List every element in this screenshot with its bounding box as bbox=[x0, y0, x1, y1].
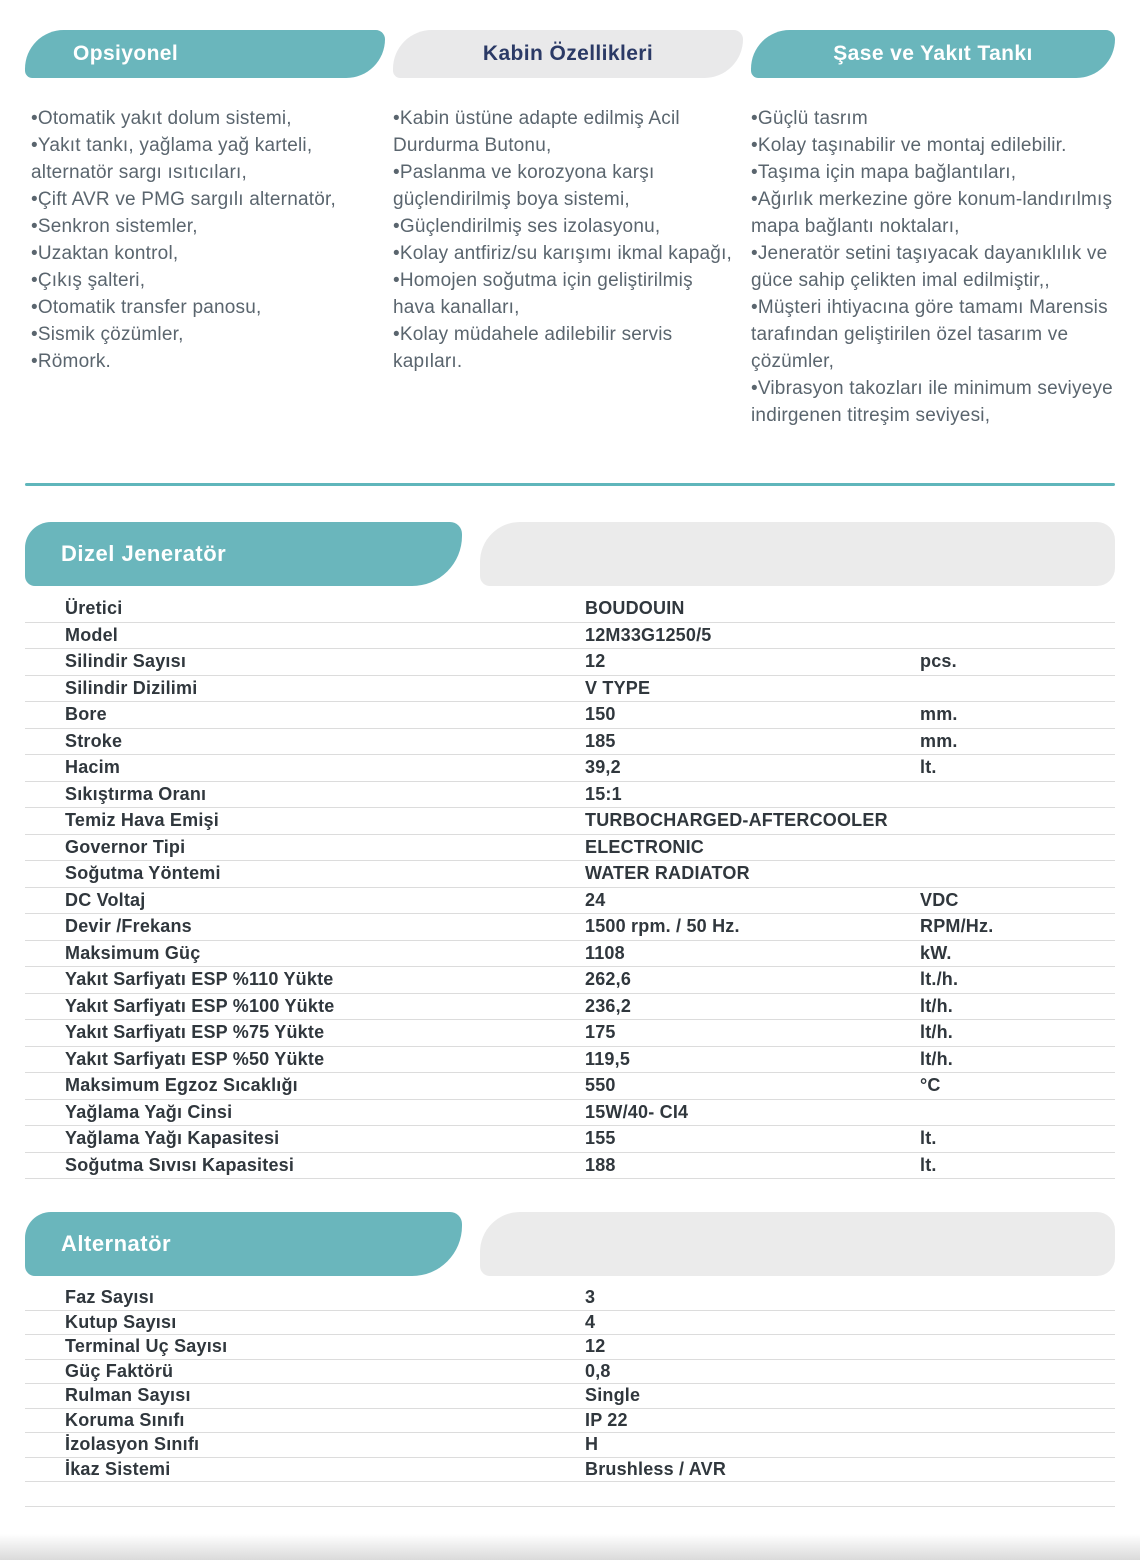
spec-label: Maksimum Güç bbox=[65, 942, 201, 963]
spec-label: Faz Sayısı bbox=[65, 1287, 155, 1308]
spec-label: Model bbox=[65, 624, 118, 645]
bullet-item: •Çıkış şalteri, bbox=[31, 270, 146, 291]
section-pill-title: Kabin Özellikleri bbox=[482, 42, 654, 65]
spec-unit: kW. bbox=[920, 942, 952, 963]
spec-value: ELECTRONIC bbox=[585, 836, 704, 857]
section-pill-title: Şase ve Yakıt Tankı bbox=[833, 42, 1033, 65]
spec-label: Devir /Frekans bbox=[65, 916, 192, 937]
spec-row bbox=[25, 941, 1115, 968]
spec-value: 24 bbox=[585, 889, 606, 910]
spec-row bbox=[25, 702, 1115, 729]
spec-row bbox=[25, 1286, 1115, 1311]
header-filler-bar bbox=[480, 1212, 1115, 1276]
bullet-item: •Kabin üstüne adapte edilmiş Acil Durdurma Butonu, bbox=[393, 108, 686, 156]
spec-unit: °C bbox=[920, 1075, 941, 1096]
bullet-item: •Ağırlık merkezine göre konum-landırılmış mapa bağlantı noktaları, bbox=[751, 189, 1118, 237]
spec-label: Rulman Sayısı bbox=[65, 1385, 191, 1406]
spec-value: BOUDOUIN bbox=[585, 598, 685, 619]
spec-unit: VDC bbox=[920, 889, 959, 910]
spec-value: 39,2 bbox=[585, 757, 621, 778]
spec-value: 1108 bbox=[585, 942, 625, 963]
spec-row bbox=[25, 1433, 1115, 1458]
bullet-item: •Müşteri ihtiyacına göre tamamı Marensis tarafından geliştirilen özel tasarım ve çözümler, bbox=[751, 297, 1114, 372]
bullet-item: •Kolay müdahele adilebilir servis kapıları. bbox=[393, 324, 678, 372]
spec-row bbox=[25, 1073, 1115, 1100]
spec-row bbox=[25, 596, 1115, 623]
spec-row bbox=[25, 676, 1115, 703]
spec-unit: mm. bbox=[920, 704, 958, 725]
spec-row bbox=[25, 1020, 1115, 1047]
spec-label: Yakıt Sarfiyatı ESP %110 Yükte bbox=[65, 969, 334, 990]
spec-unit: lt/h. bbox=[920, 1022, 953, 1043]
spec-row bbox=[25, 808, 1115, 835]
spec-label: Yağlama Yağı Kapasitesi bbox=[65, 1128, 280, 1149]
bullet-item: •Sismik çözümler, bbox=[31, 324, 184, 345]
page-root bbox=[0, 30, 1140, 1507]
spec-unit: pcs. bbox=[920, 651, 957, 672]
feature-list-kabin-ozellikleri bbox=[393, 105, 743, 375]
spec-row bbox=[25, 835, 1115, 862]
spec-label: İkaz Sistemi bbox=[65, 1458, 171, 1479]
spec-value: 236,2 bbox=[585, 995, 632, 1016]
bullet-item: •Uzaktan kontrol, bbox=[31, 243, 179, 264]
spec-row bbox=[25, 1458, 1115, 1483]
section-title: Dizel Jeneratör bbox=[25, 522, 462, 586]
spec-value: 0,8 bbox=[585, 1360, 611, 1381]
bullet-item: •Yakıt tankı, yağlama yağ karteli, alternatör sargı ısıtıcıları, bbox=[31, 135, 318, 183]
spec-value: 15:1 bbox=[585, 783, 622, 804]
spec-label: Güç Faktörü bbox=[65, 1360, 174, 1381]
spec-label: İzolasyon Sınıfı bbox=[65, 1434, 200, 1455]
spec-value: 550 bbox=[585, 1075, 616, 1096]
spec-row bbox=[25, 914, 1115, 941]
feature-columns bbox=[25, 105, 1119, 457]
spec-label: Yakıt Sarfiyatı ESP %75 Yükte bbox=[65, 1022, 325, 1043]
section-pill-sase-ve-yakit-tanki bbox=[751, 30, 1115, 78]
spec-value: Single bbox=[585, 1385, 641, 1406]
spec-label: Üretici bbox=[65, 598, 123, 619]
spec-row bbox=[25, 1153, 1115, 1180]
empty-row bbox=[25, 1482, 1115, 1507]
bullet-item: •Otomatik yakıt dolum sistemi, bbox=[31, 108, 292, 129]
diesel-spec-table bbox=[25, 596, 1115, 1179]
bullet-item: •Otomatik transfer panosu, bbox=[31, 297, 262, 318]
feature-list-sase-ve-yakit-tanki bbox=[751, 105, 1119, 429]
spec-unit: lt. bbox=[920, 1154, 937, 1175]
spec-unit: RPM/Hz. bbox=[920, 916, 994, 937]
spec-unit: lt/h. bbox=[920, 1048, 953, 1069]
spec-value: WATER RADIATOR bbox=[585, 863, 750, 884]
spec-row bbox=[25, 994, 1115, 1021]
spec-value: 12 bbox=[585, 1336, 606, 1357]
spec-row bbox=[25, 1047, 1115, 1074]
feature-pills-row bbox=[25, 30, 1115, 78]
spec-row bbox=[25, 967, 1115, 994]
feature-list-opsiyonel bbox=[25, 105, 385, 375]
spec-label: Soğutma Sıvısı Kapasitesi bbox=[65, 1154, 295, 1175]
spec-value: Brushless / AVR bbox=[585, 1458, 727, 1479]
spec-row bbox=[25, 1100, 1115, 1127]
spec-row bbox=[25, 623, 1115, 650]
spec-row bbox=[25, 1126, 1115, 1153]
spec-label: Yakıt Sarfiyatı ESP %100 Yükte bbox=[65, 995, 335, 1016]
spec-value: V TYPE bbox=[585, 677, 651, 698]
bullet-item: •Güçlendirilmiş ses izolasyonu, bbox=[393, 216, 661, 237]
spec-label: Maksimum Egzoz Sıcaklığı bbox=[65, 1075, 298, 1096]
bullet-item: •Homojen soğutma için geliştirilmiş hava kanalları, bbox=[393, 270, 699, 318]
spec-row bbox=[25, 1311, 1115, 1336]
bullet-item: •Vibrasyon takozları ile minimum seviyeye indirgenen titreşim seviyesi, bbox=[751, 378, 1119, 426]
section-pill-opsiyonel bbox=[25, 30, 385, 78]
section-pill-title: Opsiyonel bbox=[73, 42, 179, 65]
bullet-item: •Römork. bbox=[31, 351, 112, 372]
spec-row bbox=[25, 888, 1115, 915]
teal-divider bbox=[25, 483, 1115, 486]
spec-label: Terminal Uç Sayısı bbox=[65, 1336, 228, 1357]
spec-label: Koruma Sınıfı bbox=[65, 1409, 185, 1430]
bullet-item: •Jeneratör setini taşıyacak dayanıklılık ve güce sahip çelikten imal edilmiştir,, bbox=[751, 243, 1113, 291]
spec-value: 155 bbox=[585, 1128, 616, 1149]
bullet-item: •Senkron sistemler, bbox=[31, 216, 198, 237]
section-header-alternator bbox=[25, 1212, 1115, 1276]
spec-label: Soğutma Yöntemi bbox=[65, 863, 221, 884]
section-pill-kabin-ozellikleri bbox=[393, 30, 743, 78]
spec-row bbox=[25, 861, 1115, 888]
spec-value: 185 bbox=[585, 730, 616, 751]
spec-value: 150 bbox=[585, 704, 616, 725]
spec-label: Stroke bbox=[65, 730, 123, 751]
spec-value: 119,5 bbox=[585, 1048, 631, 1069]
bullet-item: •Güçlü tasrım bbox=[751, 108, 868, 129]
spec-label: DC Voltaj bbox=[65, 889, 146, 910]
spec-value: 262,6 bbox=[585, 969, 632, 990]
spec-unit: lt. bbox=[920, 1128, 937, 1149]
spec-value: IP 22 bbox=[585, 1409, 628, 1430]
spec-unit: mm. bbox=[920, 730, 958, 751]
spec-unit: lt/h. bbox=[920, 995, 953, 1016]
spec-value: 12M33G1250/5 bbox=[585, 624, 712, 645]
spec-value: TURBOCHARGED-AFTERCOOLER bbox=[585, 810, 888, 831]
spec-value: 3 bbox=[585, 1287, 596, 1308]
spec-label: Silindir Dizilimi bbox=[65, 677, 198, 698]
spec-value: 1500 rpm. / 50 Hz. bbox=[585, 916, 740, 937]
spec-row bbox=[25, 1384, 1115, 1409]
bottom-gradient bbox=[0, 1534, 1140, 1560]
spec-value: 4 bbox=[585, 1311, 596, 1332]
spec-label: Sıkıştırma Oranı bbox=[65, 783, 207, 804]
spec-unit: lt./h. bbox=[920, 969, 959, 990]
spec-label: Yakıt Sarfiyatı ESP %50 Yükte bbox=[65, 1048, 325, 1069]
spec-value: 175 bbox=[585, 1022, 616, 1043]
spec-value: 188 bbox=[585, 1154, 616, 1175]
section-title: Alternatör bbox=[25, 1212, 462, 1276]
bullet-item: •Kolay antfiriz/su karışımı ikmal kapağı, bbox=[393, 243, 733, 264]
spec-value: H bbox=[585, 1434, 599, 1455]
bullet-item: •Çift AVR ve PMG sargılı alternatör, bbox=[31, 189, 336, 210]
section-header-dizel-jenerator bbox=[25, 522, 1115, 586]
spec-label: Yağlama Yağı Cinsi bbox=[65, 1101, 233, 1122]
spec-row bbox=[25, 729, 1115, 756]
spec-label: Bore bbox=[65, 704, 107, 725]
spec-label: Silindir Sayısı bbox=[65, 651, 187, 672]
spec-value: 12 bbox=[585, 651, 606, 672]
bullet-item: •Kolay taşınabilir ve montaj edilebilir. bbox=[751, 135, 1067, 156]
spec-value: 15W/40- CI4 bbox=[585, 1101, 689, 1122]
spec-unit: lt. bbox=[920, 757, 937, 778]
alternator-spec-table bbox=[25, 1286, 1115, 1482]
spec-row bbox=[25, 1335, 1115, 1360]
spec-row bbox=[25, 755, 1115, 782]
spec-row bbox=[25, 782, 1115, 809]
bullet-item: •Paslanma ve korozyona karşı güçlendirilmiş boya sistemi, bbox=[393, 162, 660, 210]
spec-row bbox=[25, 1409, 1115, 1434]
spec-label: Governor Tipi bbox=[65, 836, 186, 857]
spec-row bbox=[25, 649, 1115, 676]
spec-label: Hacim bbox=[65, 757, 121, 778]
spec-row bbox=[25, 1360, 1115, 1385]
spec-label: Temiz Hava Emişi bbox=[65, 810, 219, 831]
header-filler-bar bbox=[480, 522, 1115, 586]
bullet-item: •Taşıma için mapa bağlantıları, bbox=[751, 162, 1017, 183]
spec-label: Kutup Sayısı bbox=[65, 1311, 177, 1332]
